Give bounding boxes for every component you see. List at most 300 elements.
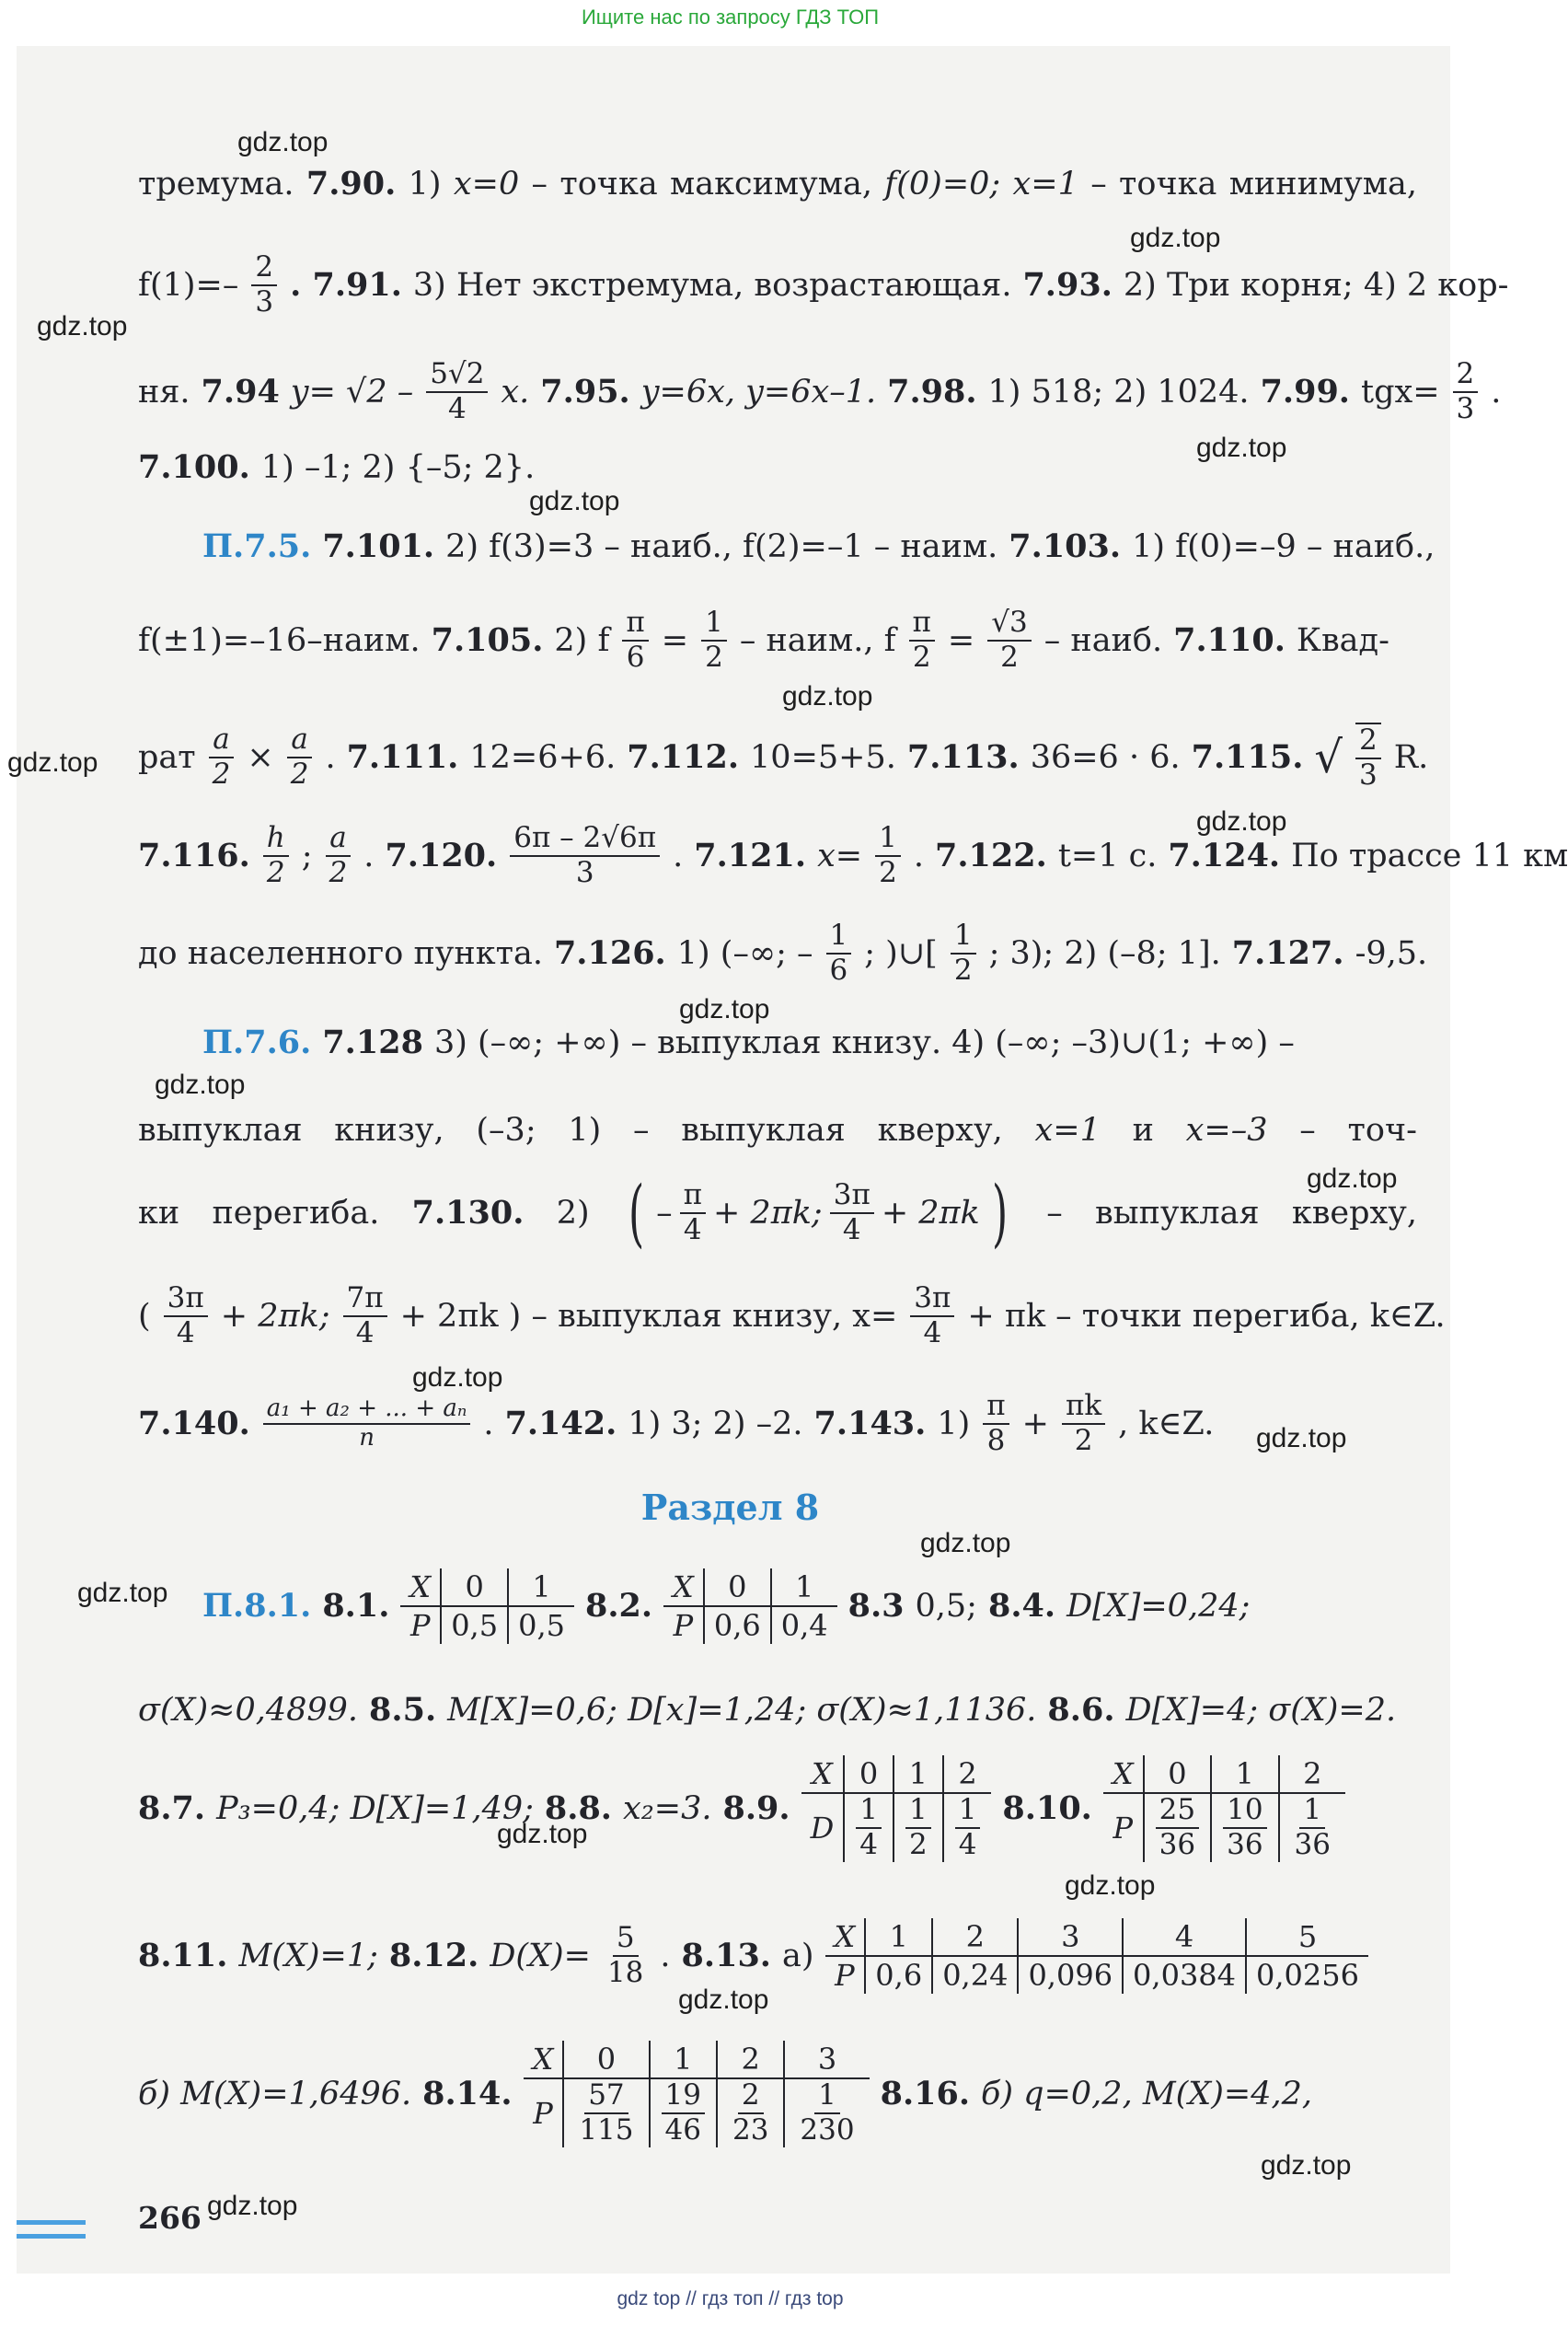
denominator: 230 <box>800 2113 855 2147</box>
minus: – <box>656 1195 673 1232</box>
text: . <box>483 1406 494 1442</box>
word: – <box>633 1112 650 1149</box>
answer-line-16 <box>138 1675 1417 1745</box>
answer-line-18 <box>138 1910 1417 2002</box>
fraction <box>622 607 648 674</box>
denominator: 8 <box>986 1424 1006 1457</box>
table-cell: 0 <box>563 2041 649 2078</box>
numerator: 57 <box>584 2079 628 2114</box>
text: x= <box>817 838 863 874</box>
watermark: gdz.top <box>37 311 128 341</box>
answer-line-17 <box>138 1740 1417 1878</box>
exercise-number: 8.3 <box>847 1587 905 1625</box>
fraction <box>796 2079 858 2147</box>
exercise-number: 8.7. <box>138 1789 206 1827</box>
text: y=6x, y=6x–1. <box>640 374 877 411</box>
text: 1) (–∞; – <box>676 935 813 972</box>
word: – <box>1299 1112 1316 1149</box>
watermark: gdz.top <box>497 1819 588 1849</box>
text: M[X]=0,6; D[x]=1,24; σ(X)≈1,1136. <box>447 1692 1037 1729</box>
denominator: 2 <box>912 641 931 674</box>
denominator: 2 <box>212 758 231 791</box>
denominator: 18 <box>606 1956 644 1989</box>
bottom-banner[interactable]: gdz top // гдз топ // гдз top <box>617 2288 844 2309</box>
fraction <box>263 822 289 889</box>
denominator: 3 <box>1456 392 1475 425</box>
table-cell: 0 <box>844 1755 894 1793</box>
table-cell <box>1211 1793 1278 1861</box>
word: точ- <box>1347 1112 1417 1149</box>
text: 2) Три корня; 4) 2 кор- <box>1123 267 1509 304</box>
table-cell: X <box>825 1918 866 1956</box>
word: кверху, <box>877 1112 1003 1149</box>
word: минимума, <box>1228 166 1417 203</box>
table-cell: P <box>835 1958 855 1993</box>
numerator: π <box>909 607 935 642</box>
fraction <box>909 607 935 674</box>
exercise-number: 7.113. <box>906 738 1020 776</box>
fraction <box>1223 1794 1266 1861</box>
exercise-number: 7.93. <box>1022 266 1113 304</box>
fraction <box>575 2079 637 2147</box>
text: tgx= <box>1361 374 1440 411</box>
table-cell: 0,5 <box>441 1606 508 1644</box>
answer-line-1 <box>138 149 1417 219</box>
page-number-bar <box>17 2220 86 2239</box>
exercise-number: 7.120. <box>385 837 498 874</box>
answer-line-9 <box>138 919 1428 989</box>
left-paren: ( <box>628 1170 645 1256</box>
text: – наим., f <box>739 622 896 659</box>
table-row <box>400 1568 574 1606</box>
table-cell: 1 <box>771 1568 837 1606</box>
distribution-table <box>400 1568 574 1644</box>
exercise-number: 7.100. <box>138 448 250 486</box>
numerator: 6π – 2√6π <box>510 822 660 857</box>
answer-line-13 <box>138 1275 1446 1358</box>
table-row <box>524 2078 870 2147</box>
word: x=1 <box>1034 1112 1101 1149</box>
text: 10=5+5. <box>750 739 896 776</box>
exercise-number: 7.95. <box>540 373 630 411</box>
word: x=–3 <box>1185 1112 1268 1149</box>
text: 1) <box>937 1406 971 1442</box>
text: . <box>913 838 925 874</box>
denominator: 2 <box>329 856 348 889</box>
numerator: 5 <box>613 1922 639 1957</box>
text: + πk – точки перегиба, k∈Z. <box>967 1298 1446 1335</box>
table-cell <box>563 2078 649 2147</box>
table-cell: 1 <box>650 2041 717 2078</box>
table-cell <box>1279 1793 1345 1861</box>
denominator: 2 <box>953 954 973 987</box>
text: + 2πk; <box>220 1298 330 1335</box>
table-cell: 5 <box>1246 1918 1368 1956</box>
distribution-table <box>825 1918 1368 1994</box>
word: книзу, <box>334 1112 444 1149</box>
table-8-13 <box>825 1918 1368 1994</box>
fraction <box>875 822 901 889</box>
text: , k∈Z. <box>1118 1406 1215 1442</box>
word: выпуклая <box>138 1112 303 1149</box>
exercise-number: 8.1. <box>322 1587 390 1625</box>
exercise-number: 7.127. <box>1231 934 1344 972</box>
answer-line-14 <box>138 1383 1417 1465</box>
numerator: 1 <box>955 1794 981 1829</box>
watermark: gdz.top <box>1196 433 1287 463</box>
numerator: 1 <box>875 822 901 857</box>
fraction <box>343 1282 387 1349</box>
table-cell: 0,0384 <box>1123 1956 1246 1994</box>
table-cell <box>650 2078 717 2147</box>
answer-line-7 <box>138 723 1429 793</box>
text: + 2πk ) – выпуклая книзу, x= <box>399 1298 898 1335</box>
fraction <box>604 1922 647 1989</box>
table-cell: 0,6 <box>865 1956 932 1994</box>
fraction <box>729 2079 772 2147</box>
table-cell: 3 <box>784 2041 869 2078</box>
text: 2) f <box>554 622 610 659</box>
exercise-number: 7.143. <box>813 1405 927 1442</box>
denominator: 4 <box>923 1316 942 1349</box>
denominator: 4 <box>859 1828 878 1861</box>
fraction <box>209 723 235 791</box>
numerator: 1 <box>905 1794 931 1829</box>
watermark: gdz.top <box>155 1070 246 1100</box>
section-label: П.8.1. <box>202 1587 312 1625</box>
text: – <box>1046 1195 1063 1232</box>
text: 36=6 · 6. <box>1030 739 1181 776</box>
watermark: gdz.top <box>1196 806 1287 837</box>
numerator: 1 <box>814 2079 840 2114</box>
denominator: 3 <box>255 285 274 318</box>
exercise-number: 8.12. <box>388 1937 479 1974</box>
text: t=1 с. <box>1057 838 1158 874</box>
numerator: 25 <box>1156 1794 1199 1829</box>
watermark: gdz.top <box>1261 2150 1352 2181</box>
watermark: gdz.top <box>1065 1870 1156 1901</box>
exercise-number: 7.101. <box>322 527 435 565</box>
numerator: 1 <box>1299 1794 1325 1829</box>
section-heading: Раздел 8 <box>640 1487 820 1528</box>
numerator: 2 <box>1355 724 1381 759</box>
numerator: 3π <box>164 1282 208 1317</box>
watermark: gdz.top <box>7 747 98 778</box>
numerator: 5√2 <box>426 358 488 393</box>
text: ; )∪[ <box>864 935 938 972</box>
numerator: 2 <box>251 251 277 286</box>
text: б) q=0,2, M(X)=4,2, <box>981 2076 1312 2112</box>
word: и <box>1132 1112 1154 1149</box>
text: R. <box>1393 739 1429 776</box>
table-cell: X <box>801 1755 845 1793</box>
exercise-number: 7.111. <box>346 738 459 776</box>
text: -9,5. <box>1355 935 1428 972</box>
exercise-number: 7.128 <box>322 1024 423 1061</box>
watermark: gdz.top <box>1130 223 1221 253</box>
fraction <box>510 822 660 889</box>
table-cell <box>844 1793 894 1861</box>
text: 3) Нет экстремума, возрастающая. <box>412 267 1012 304</box>
denominator: 2 <box>908 1828 928 1861</box>
exercise-number: 8.13. <box>681 1937 771 1974</box>
text: D(X)= <box>490 1938 591 1974</box>
text: f(1)=– <box>138 267 239 304</box>
text: 1) 3; 2) –2. <box>628 1406 803 1442</box>
fraction <box>251 251 277 318</box>
exercise-number: 8.14. <box>422 2075 513 2112</box>
numerator: 3π <box>910 1282 954 1317</box>
denominator: 4 <box>355 1316 375 1349</box>
word: точка <box>1119 166 1217 203</box>
table-cell: 4 <box>1123 1918 1246 1956</box>
exercise-number: 7.105. <box>431 621 544 659</box>
answer-line-3 <box>138 357 1502 427</box>
table-cell: X <box>663 1568 704 1606</box>
table-cell: 0 <box>704 1568 771 1606</box>
distribution-table <box>663 1568 837 1644</box>
table-row <box>524 2041 870 2078</box>
denominator: 36 <box>1294 1828 1331 1861</box>
exercise-number: 7.94 <box>201 373 280 411</box>
fraction <box>662 2079 705 2147</box>
fraction <box>1291 1794 1334 1861</box>
fraction <box>856 1794 882 1861</box>
table-cell: 0,5 <box>508 1606 574 1644</box>
table-row <box>825 1918 1368 1956</box>
text: y= √2 – <box>290 374 414 411</box>
sqrt-sign: √ <box>1314 732 1343 783</box>
exercise-number: 7.116. <box>138 837 250 874</box>
denominator: 4 <box>842 1213 861 1246</box>
denominator: 23 <box>732 2113 769 2147</box>
denominator: 2 <box>266 856 285 889</box>
exercise-number: 7.112. <box>627 738 740 776</box>
section-label: П.7.5. <box>202 527 312 565</box>
denominator: 2 <box>705 641 723 674</box>
fraction <box>263 1395 471 1452</box>
exercise-number: 7.98. <box>887 373 977 411</box>
text: σ(X)≈0,4899. <box>138 1692 359 1729</box>
answer-line-2 <box>138 250 1509 320</box>
watermark: gdz.top <box>678 1985 769 2015</box>
exercise-number: 8.11. <box>138 1937 228 1974</box>
text: = <box>947 622 975 659</box>
section-label: П.7.6. <box>202 1024 312 1061</box>
text: . <box>363 838 375 874</box>
text: По трассе 11 км <box>1291 838 1568 874</box>
word: 7.90. <box>306 165 397 203</box>
table-cell <box>1144 1793 1211 1861</box>
text: – наиб. <box>1043 622 1163 659</box>
text: + 2πk; <box>712 1195 823 1232</box>
fraction <box>983 1390 1009 1457</box>
text: 12=6+6. <box>469 739 617 776</box>
answer-line-5 <box>202 512 1435 582</box>
table-cell <box>943 1793 992 1861</box>
text: Квад- <box>1296 622 1389 659</box>
answer-line-11 <box>138 1095 1417 1165</box>
numerator: 2 <box>1453 358 1479 393</box>
interval <box>622 1170 1014 1256</box>
denominator: 2 <box>1074 1424 1093 1457</box>
exercise-number: 8.2. <box>584 1587 653 1625</box>
word: тремума. <box>138 166 294 203</box>
numerator: a₁ + a₂ + ... + aₙ <box>263 1395 471 1425</box>
table-row <box>801 1755 992 1793</box>
denominator: 6 <box>829 954 848 987</box>
table-cell: 0,6 <box>704 1606 771 1644</box>
table-cell: P <box>673 1608 694 1643</box>
table-8-2 <box>663 1568 837 1644</box>
numerator: 7π <box>343 1282 387 1317</box>
watermark: gdz.top <box>782 681 873 712</box>
word: 1) <box>408 166 442 203</box>
text: x₂=3. <box>622 1790 712 1827</box>
table-cell: P <box>1113 1811 1134 1846</box>
denominator: 3 <box>575 856 594 889</box>
exercise-number: 8.16. <box>880 2075 971 2112</box>
fraction <box>287 723 313 791</box>
fraction <box>951 920 976 987</box>
table-row <box>400 1606 574 1644</box>
exercise-number: 7.140. <box>138 1405 250 1442</box>
numerator: a <box>209 723 233 758</box>
text: x. <box>501 374 530 411</box>
table-8-9 <box>801 1755 992 1861</box>
text: 1) 518; 2) 1024. <box>987 374 1250 411</box>
numerator: √3 <box>987 607 1031 642</box>
numerator: 10 <box>1223 1794 1266 1829</box>
exercise-number: 7.115. <box>1191 738 1304 776</box>
fraction <box>830 1179 874 1246</box>
text: 2) <box>556 1195 590 1232</box>
table-cell: X <box>400 1568 441 1606</box>
watermark: gdz.top <box>1256 1423 1347 1453</box>
numerator: 3π <box>830 1179 874 1214</box>
watermark: gdz.top <box>207 2191 298 2221</box>
fraction <box>426 358 488 425</box>
text: f(±1)=–16–наим. <box>138 622 421 659</box>
exercise-number: 8.6. <box>1047 1691 1115 1729</box>
word: выпуклая <box>681 1112 846 1149</box>
fraction <box>1156 1794 1199 1861</box>
table-cell: P <box>410 1608 431 1643</box>
table-cell: 0,4 <box>771 1606 837 1644</box>
text: ; <box>301 838 313 874</box>
text: кверху, <box>1291 1195 1417 1232</box>
distribution-table <box>524 2041 870 2147</box>
table-cell: 2 <box>717 2041 784 2078</box>
text: + 2πk <box>881 1195 980 1232</box>
fraction <box>905 1794 931 1861</box>
numerator: 2 <box>738 2079 764 2114</box>
fraction <box>826 920 852 987</box>
denominator: 3 <box>1358 758 1378 792</box>
watermark: gdz.top <box>412 1362 503 1393</box>
exercise-number: . 7.91. <box>290 266 402 304</box>
text: = <box>661 622 689 659</box>
watermark: gdz.top <box>77 1578 168 1608</box>
answer-line-19 <box>138 2025 1417 2163</box>
fraction <box>1062 1390 1105 1457</box>
text: . <box>325 739 336 776</box>
table-cell: 2 <box>1279 1755 1345 1793</box>
numerator: π <box>983 1390 1009 1425</box>
numerator: h <box>263 822 289 857</box>
text: . <box>1491 374 1502 411</box>
right-paren: ) <box>991 1170 1008 1256</box>
text: 2) f(3)=3 – наиб., f(2)=–1 – наим. <box>445 528 998 565</box>
word: x=1 <box>1012 166 1078 203</box>
numerator: 1 <box>951 920 976 955</box>
text: D[X]=4; σ(X)=2. <box>1125 1692 1397 1729</box>
numerator: 19 <box>662 2079 705 2114</box>
exercise-number: 8.8. <box>544 1789 612 1827</box>
page-number: 266 <box>138 2200 202 2236</box>
text: P₃=0,4; D[X]=1,49; <box>216 1790 534 1827</box>
numerator: πk <box>1062 1390 1105 1425</box>
table-8-10 <box>1103 1755 1345 1861</box>
text: а) <box>781 1938 814 1974</box>
text: ( <box>138 1298 151 1335</box>
numerator: π <box>622 607 648 642</box>
word: 1) <box>568 1112 602 1149</box>
denominator: 115 <box>579 2113 634 2147</box>
table-cell <box>894 1793 943 1861</box>
word: f(0)=0; <box>884 166 1001 203</box>
distribution-table <box>1103 1755 1345 1861</box>
numerator: a <box>287 723 311 758</box>
table-cell: 0,24 <box>932 1956 1018 1994</box>
fraction <box>955 1794 981 1861</box>
table-8-14 <box>524 2041 870 2147</box>
denominator: 36 <box>1159 1828 1196 1861</box>
denominator: 4 <box>176 1316 195 1349</box>
exercise-number: 7.103. <box>1009 527 1122 565</box>
watermark: gdz.top <box>679 994 770 1024</box>
table-cell <box>717 2078 784 2147</box>
fraction <box>326 822 352 889</box>
watermark: gdz.top <box>237 127 329 157</box>
table-row <box>825 1956 1368 1994</box>
denominator: 6 <box>626 641 645 674</box>
exercise-number: 8.5. <box>369 1691 437 1729</box>
text: 1) –1; 2) {–5; 2}. <box>260 449 536 486</box>
fraction <box>1453 358 1479 425</box>
text: D[X]=0,24; <box>1066 1588 1251 1625</box>
text: . <box>660 1938 671 1974</box>
exercise-number: 7.121. <box>694 837 807 874</box>
numerator: 1 <box>826 920 852 955</box>
fraction <box>680 1179 706 1246</box>
table-row <box>1103 1793 1345 1861</box>
watermark: gdz.top <box>529 486 620 516</box>
table-row <box>663 1568 837 1606</box>
text: б) M(X)=1,6496. <box>138 2076 412 2112</box>
denominator: n <box>359 1424 375 1452</box>
exercise-number: 7.110. <box>1173 621 1286 659</box>
exercise-number: 7.122. <box>935 837 1047 874</box>
table-cell: 1 <box>508 1568 574 1606</box>
fraction <box>987 607 1031 674</box>
text: ки <box>138 1195 180 1232</box>
text: M(X)=1; <box>238 1938 378 1974</box>
answer-line-10 <box>202 1008 1417 1078</box>
numerator: 1 <box>701 607 727 642</box>
top-banner[interactable]: Ищите нас по запросу ГДЗ ТОП <box>581 6 880 29</box>
text: выпуклая <box>1095 1195 1260 1232</box>
